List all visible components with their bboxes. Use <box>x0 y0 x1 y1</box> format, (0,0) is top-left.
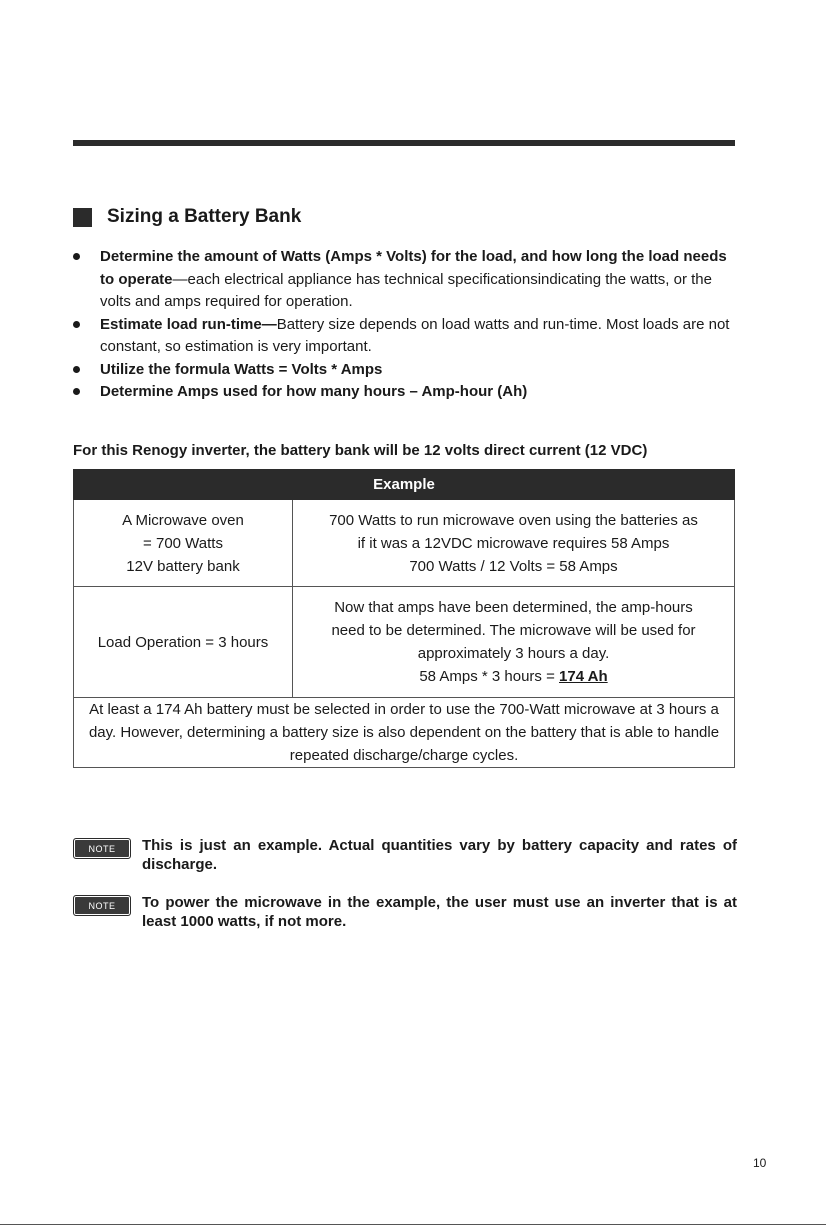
cell-line: A Microwave oven <box>122 511 244 529</box>
formula-result: 174 Ah <box>559 668 608 685</box>
table-cell-load-operation: Load Operation = 3 hours <box>74 587 293 698</box>
cell-line: Now that amps have been determined, the amp-hours <box>334 599 693 616</box>
bullet-bold-text: Determine Amps used for how many hours – Amp-hour (Ah) <box>100 383 528 400</box>
bullet-text: Battery size depends on load watts and run-time. Most loads are not constant, so estimation is very important. <box>100 315 730 355</box>
formula-prefix: 58 Amps * 3 hours = <box>419 668 560 685</box>
bullet-bold-text: Determine the amount of Watts (Amps * Volts) for the load, and how long the load needs to operate <box>100 248 727 288</box>
formula-line <box>297 665 730 688</box>
cell-line: if it was a 12VDC microwave requires 58 Amps <box>357 534 670 552</box>
note-text: To power the microwave in the example, the user must use an inverter that is at least 1000 watts, if not more. <box>142 894 737 930</box>
table-cell-appliance <box>74 500 293 587</box>
cell-line: need to be determined. The microwave will be used for <box>331 622 696 639</box>
bullet-bold-text: Estimate load run-time— <box>100 315 277 333</box>
bullet-dot-icon <box>73 366 80 373</box>
bullet-item <box>73 314 737 359</box>
bullet-dot-icon <box>73 253 80 260</box>
note-block <box>73 836 737 874</box>
header-rule <box>73 140 735 146</box>
note-block <box>73 893 737 931</box>
cell-line: = 700 Watts <box>143 534 223 552</box>
page-number: 10 <box>753 1156 767 1170</box>
table-header: Example <box>74 470 735 500</box>
bullet-item <box>73 381 737 404</box>
table-row <box>74 587 735 698</box>
bullet-item <box>73 359 737 382</box>
cell-line: 12V battery bank <box>126 557 240 575</box>
table-row <box>74 500 735 587</box>
section-heading <box>73 206 301 228</box>
bullet-item <box>73 246 737 314</box>
bullet-list <box>73 246 737 404</box>
cell-line: 700 Watts / 12 Volts = 58 Amps <box>409 557 618 575</box>
bullet-text: —each electrical appliance has technical specificationsindicating the watts, or the volts and amps required for operation. <box>100 270 712 310</box>
table-cell-conclusion: At least a 174 Ah battery must be selected in order to use the 700-Watt microwave at 3 hours a day. However, determining a battery size is also dependent on the battery that is able to handle repeated discharge/charge cycles. <box>74 698 735 768</box>
bullet-dot-icon <box>73 388 80 395</box>
intro-text: For this Renogy inverter, the battery bank will be 12 volts direct current (12 VDC) <box>73 442 648 459</box>
table-cell-amps-calc <box>293 500 735 587</box>
example-table <box>73 469 735 768</box>
footer-rule <box>0 1224 826 1225</box>
bullet-dot-icon <box>73 321 80 328</box>
note-badge: NOTE <box>73 895 131 916</box>
table-cell-amp-hours-calc <box>293 587 735 698</box>
note-text: This is just an example. Actual quantities vary by battery capacity and rates of discharge. <box>142 837 737 873</box>
note-badge: NOTE <box>73 838 131 859</box>
square-bullet-icon <box>73 208 92 227</box>
cell-line: 700 Watts to run microwave oven using the batteries as <box>329 511 698 529</box>
section-title: Sizing a Battery Bank <box>107 206 302 227</box>
table-row <box>74 698 735 768</box>
cell-line: approximately 3 hours a day. <box>417 645 610 662</box>
bullet-bold-text: Utilize the formula Watts = Volts * Amps <box>100 360 383 378</box>
